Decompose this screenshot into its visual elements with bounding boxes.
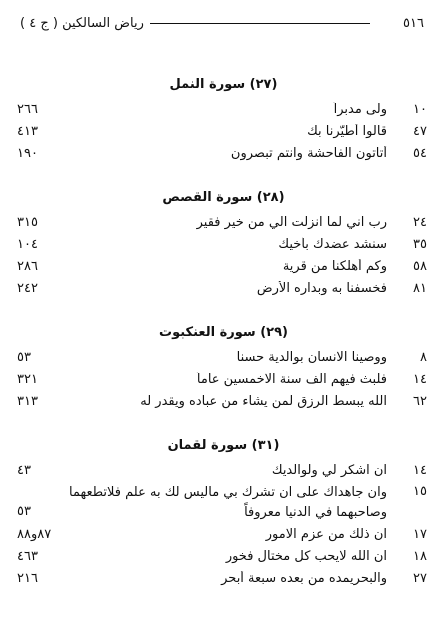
- page-reference: ٢٨٦: [17, 258, 38, 274]
- surah-section: [0, 185, 447, 299]
- verse-row: [0, 120, 447, 142]
- verse-number: ٢٤: [413, 214, 427, 230]
- verse-text: ان ذلك من عزم الامور: [265, 526, 387, 542]
- verse-text: والبحريمده من بعده سبعة أبحر: [221, 570, 387, 586]
- surah-section: [0, 320, 447, 412]
- surah-section: [0, 433, 447, 589]
- page-reference: ٤٣: [17, 462, 31, 478]
- verse-row: [0, 255, 447, 277]
- surah-title: (٢٧) سورة النمل: [169, 77, 278, 92]
- surah-title: (٢٨) سورة القصص: [162, 190, 285, 205]
- surah-section: [0, 72, 447, 164]
- page-reference: ١٩٠: [17, 145, 38, 161]
- verse-row: [0, 481, 447, 523]
- verse-text: ووصينا الانسان بوالدية حسنا: [236, 349, 387, 365]
- verse-text: قالوا أطيّرنا بك: [307, 123, 387, 139]
- verse-text: ان الله لايحب كل مختال فخور: [225, 548, 387, 564]
- surah-title: (٣١) سورة لقمان: [167, 438, 280, 453]
- verse-number: ٢٧: [413, 570, 427, 586]
- verse-text: فخسفنا به وبداره الأرض: [256, 280, 387, 296]
- verse-row: [0, 368, 447, 390]
- verse-number: ٥٤: [413, 145, 427, 161]
- verse-number: ١٧: [413, 526, 427, 542]
- verse-number: ١٥: [413, 484, 427, 499]
- verse-text: أتاتون الفاحشة وانتم تبصرون: [230, 145, 387, 161]
- verse-text: وان جاهداك على ان تشرك بي ماليس لك به علم فلاتطعهما وصاحبهما في الدنيا معروفاً: [69, 485, 387, 520]
- page-reference: ٨٧و٨٨: [17, 526, 52, 542]
- verse-number: ٨: [420, 349, 427, 365]
- book-title: رياض السالكين ( ج ٤ ): [20, 15, 144, 31]
- page-reference: ٣١٣: [17, 393, 38, 409]
- header-rule: [150, 23, 370, 24]
- verse-text: سنشد عضدك بأخيك: [278, 236, 387, 252]
- verse-number: ١٤: [413, 462, 427, 478]
- verse-row: [0, 142, 447, 164]
- verse-text: رب اني لما انزلت الي من خير فقير: [196, 214, 387, 230]
- verse-text: وكم أهلكنا من قرية: [282, 258, 387, 274]
- verse-number: ٨١: [413, 280, 427, 296]
- verse-number: ٥٨: [413, 258, 427, 274]
- verse-row: [0, 459, 447, 481]
- verse-number: ١٨: [413, 548, 427, 564]
- page-reference: ٥٣: [17, 349, 31, 365]
- verse-text: ان اشكر لي ولوالديك: [271, 462, 387, 478]
- verse-text: فلبث فيهم الف سنة الاخمسين عاماً: [196, 371, 387, 387]
- page-reference: ٣١٥: [17, 214, 38, 230]
- page-reference: ٢١٦: [17, 570, 38, 586]
- verse-number: ٤٧: [413, 123, 427, 139]
- verse-number: ٣٥: [413, 236, 427, 252]
- verse-row: [0, 545, 447, 567]
- page-reference: ٥٣: [17, 504, 31, 519]
- page-reference: ٤٦٣: [17, 548, 38, 564]
- page-reference: ٢٤٢: [17, 280, 38, 296]
- verse-row: [0, 277, 447, 299]
- verse-row: [0, 567, 447, 589]
- verse-number: ١٤: [413, 371, 427, 387]
- page-reference: ٣٢١: [17, 371, 38, 387]
- verse-row: [0, 346, 447, 368]
- verse-row: [0, 233, 447, 255]
- page-number: ٥١٦: [403, 15, 424, 31]
- page-reference: ٢٦٦: [17, 101, 38, 117]
- verse-text: ولى مدبراً: [333, 101, 387, 117]
- verse-number: ١٠: [413, 101, 427, 117]
- verse-row: [0, 98, 447, 120]
- page-reference: ٤١٣: [17, 123, 38, 139]
- surah-title: (٢٩) سورة العنكبوت: [159, 325, 288, 340]
- verse-row: [0, 211, 447, 233]
- verse-number: ٦٢: [413, 393, 427, 409]
- verse-row: [0, 390, 447, 412]
- page-reference: ١٠٤: [17, 236, 38, 252]
- verse-text: الله يبسط الرزق لمن يشاء من عباده ويقدر له: [140, 393, 387, 409]
- verse-row: [0, 523, 447, 545]
- running-header: [20, 12, 424, 34]
